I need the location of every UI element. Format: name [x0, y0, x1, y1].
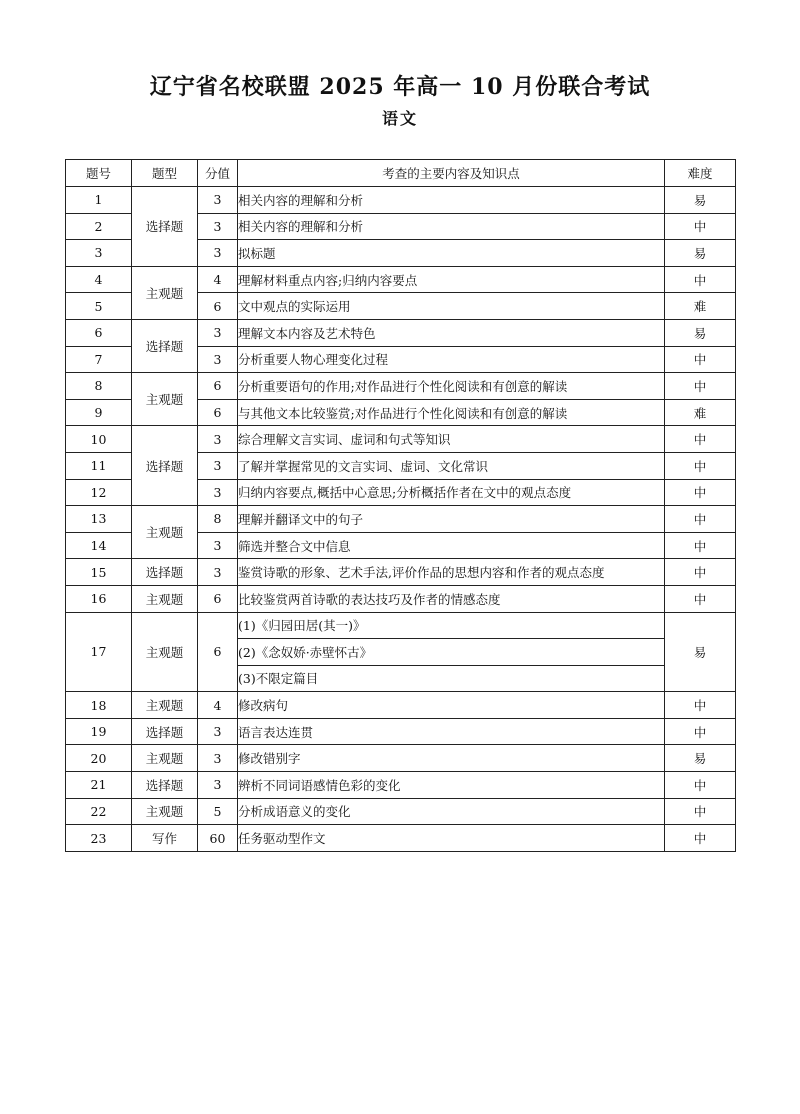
difficulty-level: 中 [665, 506, 736, 533]
question-type: 选择题 [132, 319, 198, 372]
header-content: 考查的主要内容及知识点 [238, 160, 665, 187]
table-body [66, 187, 736, 852]
difficulty-level: 中 [665, 692, 736, 719]
difficulty-level: 中 [665, 825, 736, 852]
question-type: 主观题 [132, 266, 198, 319]
table-row [66, 825, 736, 852]
content-description: 修改错别字 [238, 745, 665, 772]
question-number: 22 [66, 798, 132, 825]
difficulty-level: 易 [665, 319, 736, 346]
score-value: 3 [198, 452, 238, 479]
difficulty-level: 中 [665, 346, 736, 373]
content-description: (3)不限定篇目 [238, 665, 665, 692]
difficulty-level: 中 [665, 266, 736, 293]
exam-spec-table [65, 159, 736, 852]
table-row [66, 187, 736, 214]
header-type: 题型 [132, 160, 198, 187]
difficulty-level: 易 [665, 745, 736, 772]
content-description: 鉴赏诗歌的形象、艺术手法,评价作品的思想内容和作者的观点态度 [238, 559, 665, 586]
score-value: 3 [198, 319, 238, 346]
difficulty-level: 中 [665, 426, 736, 453]
question-type: 主观题 [132, 692, 198, 719]
question-number: 6 [66, 319, 132, 346]
question-type: 主观题 [132, 585, 198, 612]
question-number: 9 [66, 399, 132, 426]
question-number: 5 [66, 293, 132, 320]
content-description: 理解并翻译文中的句子 [238, 506, 665, 533]
content-description: 辨析不同词语感情色彩的变化 [238, 772, 665, 799]
difficulty-level: 中 [665, 213, 736, 240]
question-number: 1 [66, 187, 132, 214]
score-value: 6 [198, 399, 238, 426]
table-row [66, 266, 736, 293]
content-description: 与其他文本比较鉴赏;对作品进行个性化阅读和有创意的解读 [238, 399, 665, 426]
content-description: 理解文本内容及艺术特色 [238, 319, 665, 346]
content-description: 修改病句 [238, 692, 665, 719]
question-number: 19 [66, 718, 132, 745]
table-row [66, 559, 736, 586]
question-number: 21 [66, 772, 132, 799]
score-value: 3 [198, 745, 238, 772]
question-number: 15 [66, 559, 132, 586]
score-value: 5 [198, 798, 238, 825]
table-row [66, 373, 736, 400]
question-number: 11 [66, 452, 132, 479]
question-number: 10 [66, 426, 132, 453]
content-description: 分析重要语句的作用;对作品进行个性化阅读和有创意的解读 [238, 373, 665, 400]
difficulty-level: 难 [665, 399, 736, 426]
difficulty-level: 中 [665, 559, 736, 586]
content-description: 语言表达连贯 [238, 718, 665, 745]
difficulty-level: 中 [665, 452, 736, 479]
score-value: 3 [198, 532, 238, 559]
question-number: 20 [66, 745, 132, 772]
score-value: 3 [198, 559, 238, 586]
content-description: 理解材料重点内容;归纳内容要点 [238, 266, 665, 293]
question-type: 选择题 [132, 718, 198, 745]
score-value: 3 [198, 213, 238, 240]
score-value: 3 [198, 240, 238, 267]
difficulty-level: 中 [665, 585, 736, 612]
content-description: 比较鉴赏两首诗歌的表达技巧及作者的情感态度 [238, 585, 665, 612]
table-row [66, 426, 736, 453]
content-description: 筛选并整合文中信息 [238, 532, 665, 559]
difficulty-level: 易 [665, 612, 736, 692]
content-description: (1)《归园田居(其一)》 [238, 612, 665, 639]
question-type: 主观题 [132, 745, 198, 772]
question-number: 16 [66, 585, 132, 612]
question-type: 主观题 [132, 798, 198, 825]
table-row [66, 506, 736, 533]
score-value: 3 [198, 772, 238, 799]
difficulty-level: 易 [665, 187, 736, 214]
question-type: 主观题 [132, 506, 198, 559]
question-number: 14 [66, 532, 132, 559]
score-value: 3 [198, 346, 238, 373]
question-number: 3 [66, 240, 132, 267]
score-value: 60 [198, 825, 238, 852]
content-description: 任务驱动型作文 [238, 825, 665, 852]
score-value: 3 [198, 479, 238, 506]
table-row [66, 798, 736, 825]
question-number: 23 [66, 825, 132, 852]
score-value: 3 [198, 718, 238, 745]
content-description: 了解并掌握常见的文言实词、虚词、文化常识 [238, 452, 665, 479]
content-description: (2)《念奴娇·赤壁怀古》 [238, 639, 665, 666]
content-description: 分析成语意义的变化 [238, 798, 665, 825]
question-type: 选择题 [132, 187, 198, 267]
content-description: 相关内容的理解和分析 [238, 187, 665, 214]
difficulty-level: 中 [665, 798, 736, 825]
question-type: 选择题 [132, 426, 198, 506]
question-number: 8 [66, 373, 132, 400]
content-description: 相关内容的理解和分析 [238, 213, 665, 240]
document-title: 辽宁省名校联盟 2025 年高一 10 月份联合考试 [149, 74, 651, 100]
table-row [66, 745, 736, 772]
content-description: 归纳内容要点,概括中心意思;分析概括作者在文中的观点态度 [238, 479, 665, 506]
table-row [66, 772, 736, 799]
difficulty-level: 难 [665, 293, 736, 320]
subject-heading: 语文 [381, 109, 418, 128]
table-row [66, 612, 736, 639]
table-row [66, 319, 736, 346]
difficulty-level: 易 [665, 240, 736, 267]
question-number: 18 [66, 692, 132, 719]
score-value: 3 [198, 187, 238, 214]
question-number: 17 [66, 612, 132, 692]
question-number: 12 [66, 479, 132, 506]
table-row [66, 718, 736, 745]
score-value: 4 [198, 692, 238, 719]
content-description: 文中观点的实际运用 [238, 293, 665, 320]
question-type: 主观题 [132, 612, 198, 692]
difficulty-level: 中 [665, 772, 736, 799]
question-type: 选择题 [132, 772, 198, 799]
table-header-row [66, 160, 736, 187]
content-description: 拟标题 [238, 240, 665, 267]
difficulty-level: 中 [665, 373, 736, 400]
score-value: 6 [198, 293, 238, 320]
header-difficulty: 难度 [665, 160, 736, 187]
score-value: 6 [198, 585, 238, 612]
question-type: 选择题 [132, 559, 198, 586]
question-number: 4 [66, 266, 132, 293]
score-value: 6 [198, 612, 238, 692]
table-row [66, 692, 736, 719]
question-type: 主观题 [132, 373, 198, 426]
table-row [66, 585, 736, 612]
score-value: 4 [198, 266, 238, 293]
difficulty-level: 中 [665, 718, 736, 745]
question-type: 写作 [132, 825, 198, 852]
score-value: 3 [198, 426, 238, 453]
difficulty-level: 中 [665, 479, 736, 506]
difficulty-level: 中 [665, 532, 736, 559]
question-number: 7 [66, 346, 132, 373]
header-score: 分值 [198, 160, 238, 187]
score-value: 8 [198, 506, 238, 533]
question-number: 13 [66, 506, 132, 533]
content-description: 分析重要人物心理变化过程 [238, 346, 665, 373]
question-number: 2 [66, 213, 132, 240]
score-value: 6 [198, 373, 238, 400]
header-num: 题号 [66, 160, 132, 187]
content-description: 综合理解文言实词、虚词和句式等知识 [238, 426, 665, 453]
